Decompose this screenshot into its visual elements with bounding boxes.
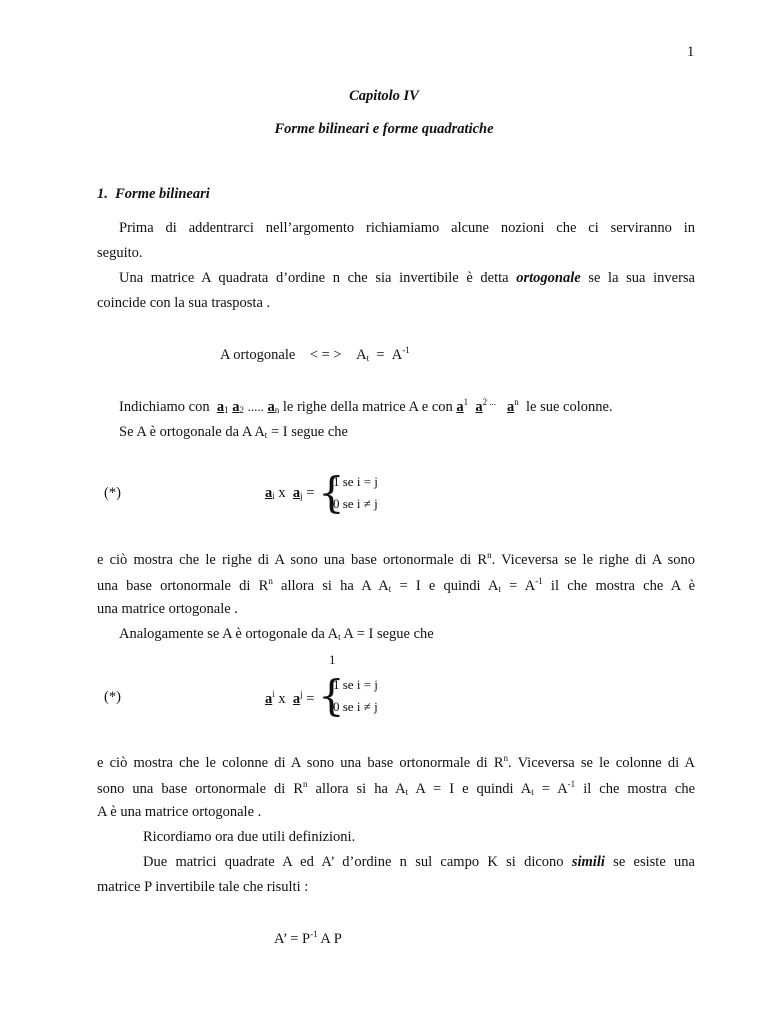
text-run: = A bbox=[533, 781, 568, 797]
column-vector: a bbox=[507, 399, 515, 415]
text-run: e ciò mostra che le colonne di A sono una base ortonormale di R bbox=[97, 755, 504, 771]
superscript: -1 bbox=[535, 576, 543, 586]
equation-orthogonal bbox=[220, 345, 410, 364]
eq-a: A bbox=[356, 347, 367, 363]
left-brace: { bbox=[318, 468, 345, 517]
text-run: . Viceversa se le colonne di A bbox=[508, 755, 695, 771]
vector-a: a bbox=[265, 485, 273, 501]
text-run: Indichiamo con bbox=[119, 399, 210, 415]
paragraph-line bbox=[143, 854, 695, 871]
case-line: 0 se i ≠ j bbox=[333, 699, 378, 714]
eq-iff: < = > bbox=[309, 347, 342, 363]
text-run: il che mostra che A è bbox=[542, 578, 696, 594]
paragraph-line bbox=[97, 576, 695, 595]
text-run: = I segue che bbox=[267, 424, 348, 440]
row-vector: a bbox=[267, 399, 275, 415]
eq-sub-t: t bbox=[366, 353, 370, 363]
vector-a: a bbox=[292, 485, 301, 501]
superscript: n bbox=[268, 576, 273, 586]
paragraph-line: seguito. bbox=[97, 245, 143, 261]
column-vector: a bbox=[456, 399, 464, 415]
paragraph-line: matrice P invertibile tale che risulti : bbox=[97, 879, 309, 895]
eq-sup-inv: -1 bbox=[402, 345, 410, 355]
paragraph-line bbox=[119, 424, 348, 441]
paragraph-line: una matrice ortogonale . bbox=[97, 601, 238, 617]
subscript: 1 bbox=[224, 405, 229, 415]
subscript: i bbox=[272, 491, 275, 501]
superscript: i bbox=[272, 689, 275, 699]
superscript: n bbox=[487, 550, 492, 560]
ellipsis: ..... bbox=[247, 399, 264, 414]
equation-label: (*) bbox=[104, 485, 121, 501]
system-rows bbox=[265, 485, 314, 502]
chapter-number: Capitolo IV bbox=[349, 88, 419, 104]
text-run: allora si ha A bbox=[307, 781, 406, 797]
product-symbol: x bbox=[278, 691, 286, 707]
paragraph-line bbox=[119, 626, 434, 643]
paragraph-line bbox=[97, 753, 695, 772]
subscript: n bbox=[274, 405, 280, 415]
product-symbol: x bbox=[278, 485, 286, 501]
equation-label: (*) bbox=[104, 689, 121, 705]
subscript: t bbox=[264, 430, 268, 440]
equation-similar bbox=[274, 929, 342, 948]
superscript: 1 bbox=[463, 397, 469, 407]
eq-equals: = bbox=[376, 347, 385, 363]
text-run: = I e quindi A bbox=[391, 578, 499, 594]
section-number: 1. bbox=[97, 186, 108, 202]
paragraph-line: coincide con la sua trasposta . bbox=[97, 295, 271, 311]
equals-sign: = bbox=[306, 485, 315, 501]
text-run: sono una base ortonormale di R bbox=[97, 781, 303, 797]
column-vector: a bbox=[475, 399, 483, 415]
chapter-title bbox=[0, 121, 768, 138]
case-line: 1 se i = j bbox=[333, 677, 378, 692]
superscript: n bbox=[514, 397, 519, 407]
paragraph-line: A è una matrice ortogonale . bbox=[97, 804, 262, 820]
paragraph-line bbox=[97, 550, 695, 569]
paragraph-line bbox=[119, 397, 613, 416]
text-run: Una matrice A quadrata d’ordine n che sia invertibile è detta bbox=[119, 270, 517, 286]
equals-sign: = bbox=[306, 691, 315, 707]
term-simili: simili bbox=[571, 854, 605, 870]
paragraph-line bbox=[97, 779, 695, 798]
eq-lhs: A ortogonale bbox=[220, 347, 296, 363]
text-run: se la sua inversa bbox=[580, 270, 695, 286]
text-run: se esiste una bbox=[604, 854, 695, 870]
left-brace: { bbox=[318, 671, 345, 720]
eq-rhs: A P bbox=[317, 931, 342, 947]
text-run: allora si ha A A bbox=[272, 578, 389, 594]
paragraph-line bbox=[119, 270, 695, 287]
stray-number: 1 bbox=[329, 652, 336, 667]
text-run: Due matrici quadrate A ed A’ d’ordine n sul campo K si dicono bbox=[143, 854, 572, 870]
vector-a: a bbox=[292, 691, 301, 707]
case-line: 0 se i ≠ j bbox=[333, 496, 378, 511]
row-vector: a bbox=[216, 399, 225, 415]
superscript: 2 ... bbox=[482, 397, 497, 407]
term-ortogonale: ortogonale bbox=[516, 270, 581, 286]
eq-sup-inv: -1 bbox=[310, 929, 318, 939]
superscript: n bbox=[303, 779, 308, 789]
subscript: t bbox=[498, 584, 501, 594]
subscript: t bbox=[388, 584, 392, 594]
text-run: . Viceversa se le righe di A sono bbox=[491, 552, 695, 568]
subscript: j bbox=[300, 491, 303, 501]
superscript: n bbox=[503, 753, 509, 763]
section-title: Forme bilineari bbox=[115, 186, 210, 202]
text-run: una base ortonormale di R bbox=[97, 578, 269, 594]
chapter-title-text: Forme bilineari e forme quadratiche bbox=[274, 121, 494, 137]
row-vector: a bbox=[232, 399, 240, 415]
system-columns bbox=[265, 689, 314, 708]
eq-a: A bbox=[391, 347, 403, 363]
paragraph-line: Prima di addentrarci nell’argomento richiamiamo alcune nozioni che ci serviranno in bbox=[119, 220, 695, 236]
text-run: e ciò mostra che le righe di A sono una base ortonormale di R bbox=[97, 552, 488, 568]
text-run: Analogamente se A è ortogonale da A bbox=[119, 626, 339, 642]
chapter-label bbox=[0, 88, 768, 105]
text-run: il che mostra che bbox=[575, 781, 695, 797]
subscript: 2 bbox=[239, 405, 244, 415]
case-line: 1 se i = j bbox=[333, 474, 378, 489]
paragraph-line: Ricordiamo ora due utili definizioni. bbox=[143, 829, 356, 845]
subscript: t bbox=[531, 787, 534, 797]
text-run: A = I e quindi A bbox=[408, 781, 532, 797]
page-number: 1 bbox=[687, 44, 695, 60]
text-run: Se A è ortogonale da A A bbox=[119, 424, 265, 440]
subscript: t bbox=[338, 632, 341, 642]
subscript: t bbox=[405, 787, 409, 797]
text-run: le sue colonne. bbox=[526, 399, 613, 415]
eq-lhs: A’ = P bbox=[274, 931, 311, 947]
superscript: -1 bbox=[567, 779, 576, 789]
vector-a: a bbox=[265, 691, 273, 707]
text-run: A = I segue che bbox=[340, 626, 434, 642]
text-run: le righe della matrice A e con bbox=[279, 399, 457, 415]
text-run: = A bbox=[500, 578, 536, 594]
section-heading bbox=[97, 186, 210, 203]
superscript: j bbox=[300, 689, 303, 699]
